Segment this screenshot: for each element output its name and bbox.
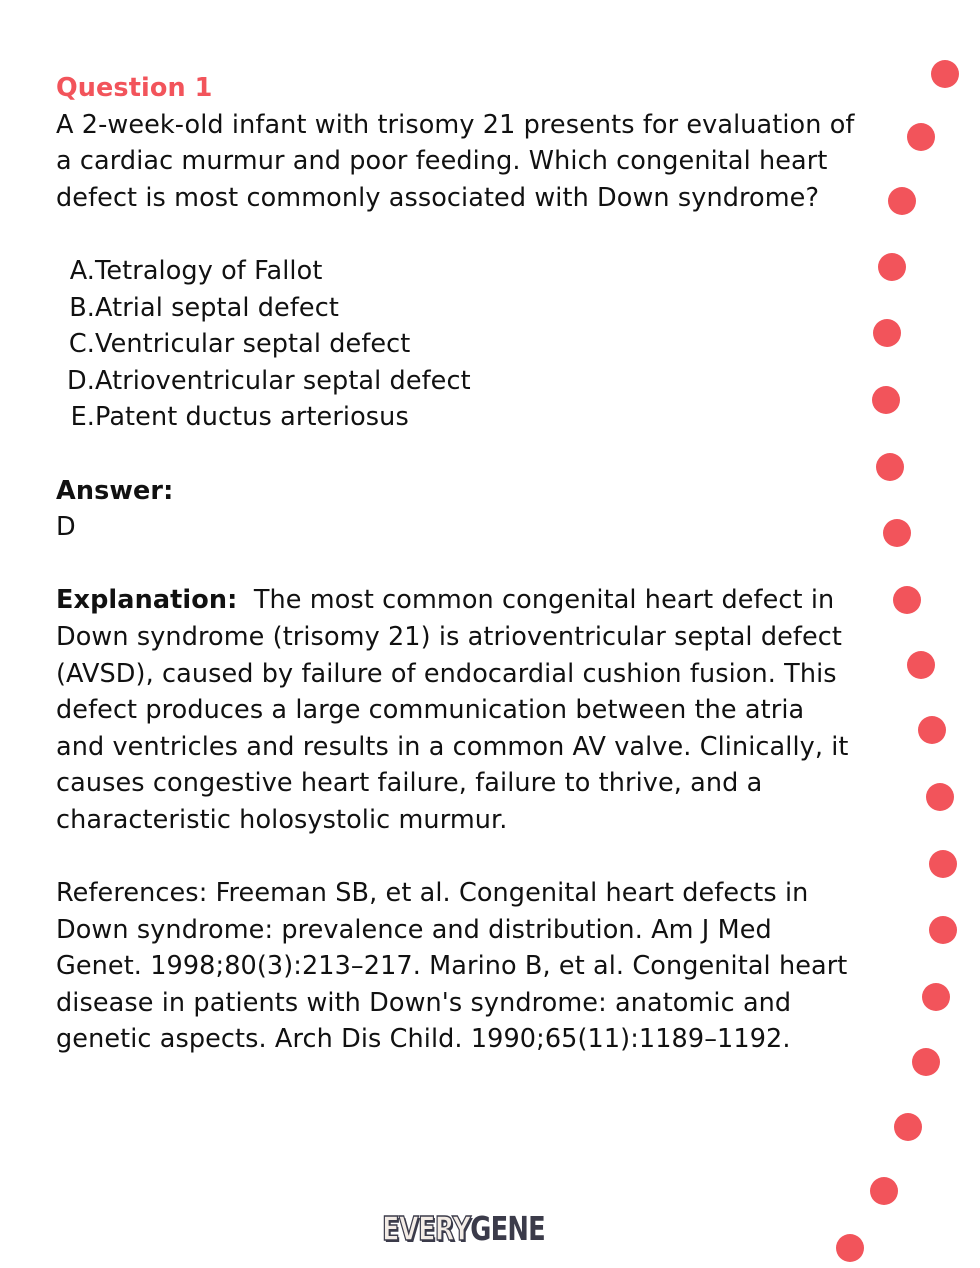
decorative-dot: [918, 716, 946, 744]
option-letter: B.: [69, 292, 95, 323]
spacer: [56, 838, 856, 875]
option-d: [56, 363, 856, 400]
explanation-label: Explanation:: [56, 585, 238, 616]
spacer: [56, 436, 856, 473]
decorative-dot: [888, 187, 916, 215]
decorative-dot: [893, 586, 921, 614]
decorative-dot: [912, 1048, 940, 1076]
option-b: [56, 290, 856, 327]
logo-gene: GENE: [470, 1209, 545, 1248]
answer-label: Answer:: [56, 475, 174, 506]
option-letter: E.: [70, 402, 95, 433]
spacer: [56, 216, 856, 253]
answer-options-list: [56, 253, 856, 436]
decorative-dot: [929, 850, 957, 878]
option-letter: C.: [68, 329, 95, 360]
decorative-dot: [926, 783, 954, 811]
option-c: [56, 326, 856, 363]
question-stem: A 2-week-old infant with trisomy 21 presents for evaluation of a cardiac murmur and poor feeding. Which congenital heart defect is most commonly associated with Down syndrome?: [56, 109, 855, 213]
decorative-dot: [873, 319, 901, 347]
decorative-dot: [878, 253, 906, 281]
option-text: Atrial septal defect: [95, 292, 339, 323]
decorative-dot: [876, 453, 904, 481]
option-text: Ventricular septal defect: [95, 329, 411, 360]
answer-value: D: [56, 512, 76, 543]
decorative-dot: [907, 651, 935, 679]
option-text: Atrioventricular septal defect: [95, 365, 471, 396]
option-e: [56, 399, 856, 436]
option-letter: D.: [67, 365, 95, 396]
option-letter: A.: [69, 255, 95, 286]
explanation-paragraph: [56, 582, 856, 838]
explanation-text: The most common congenital heart defect in Down syndrome (trisomy 21) is atrioventricular septal defect (AVSD), caused by failure of endocardial cushion fusion. This defect produces a large communication between the atria and ventricles and results in a common AV valve. Clinically, it causes congestive heart failure, failure to thrive, and a characteristic holosystolic murmur.: [56, 585, 849, 835]
decorative-dot: [931, 60, 959, 88]
option-text: Tetralogy of Fallot: [95, 255, 323, 286]
decorative-dot: [883, 519, 911, 547]
spacer: [56, 546, 856, 583]
decorative-dot: [870, 1177, 898, 1205]
logo-every: EVERY: [382, 1209, 471, 1248]
everygene-logo: [382, 1210, 545, 1248]
decorative-dot: [836, 1234, 864, 1262]
question-title: Question 1: [56, 73, 213, 103]
decorative-dot: [907, 123, 935, 151]
decorative-dot: [894, 1113, 922, 1141]
references-text: References: Freeman SB, et al. Congenital heart defects in Down syndrome: prevalence and distribution. Am J Med Genet. 1998;80(3):213–217. Marino B, et al. Congenital heart disease in patients with Down's syndrome: anatomic and genetic aspects. Arch Dis Child. 1990;65(11):1189–1192.: [56, 878, 848, 1055]
decorative-dot: [929, 916, 957, 944]
option-a: [56, 253, 856, 290]
option-text: Patent ductus arteriosus: [95, 402, 409, 433]
decorative-dot: [872, 386, 900, 414]
decorative-dot: [922, 983, 950, 1011]
question-card: [56, 70, 856, 1058]
